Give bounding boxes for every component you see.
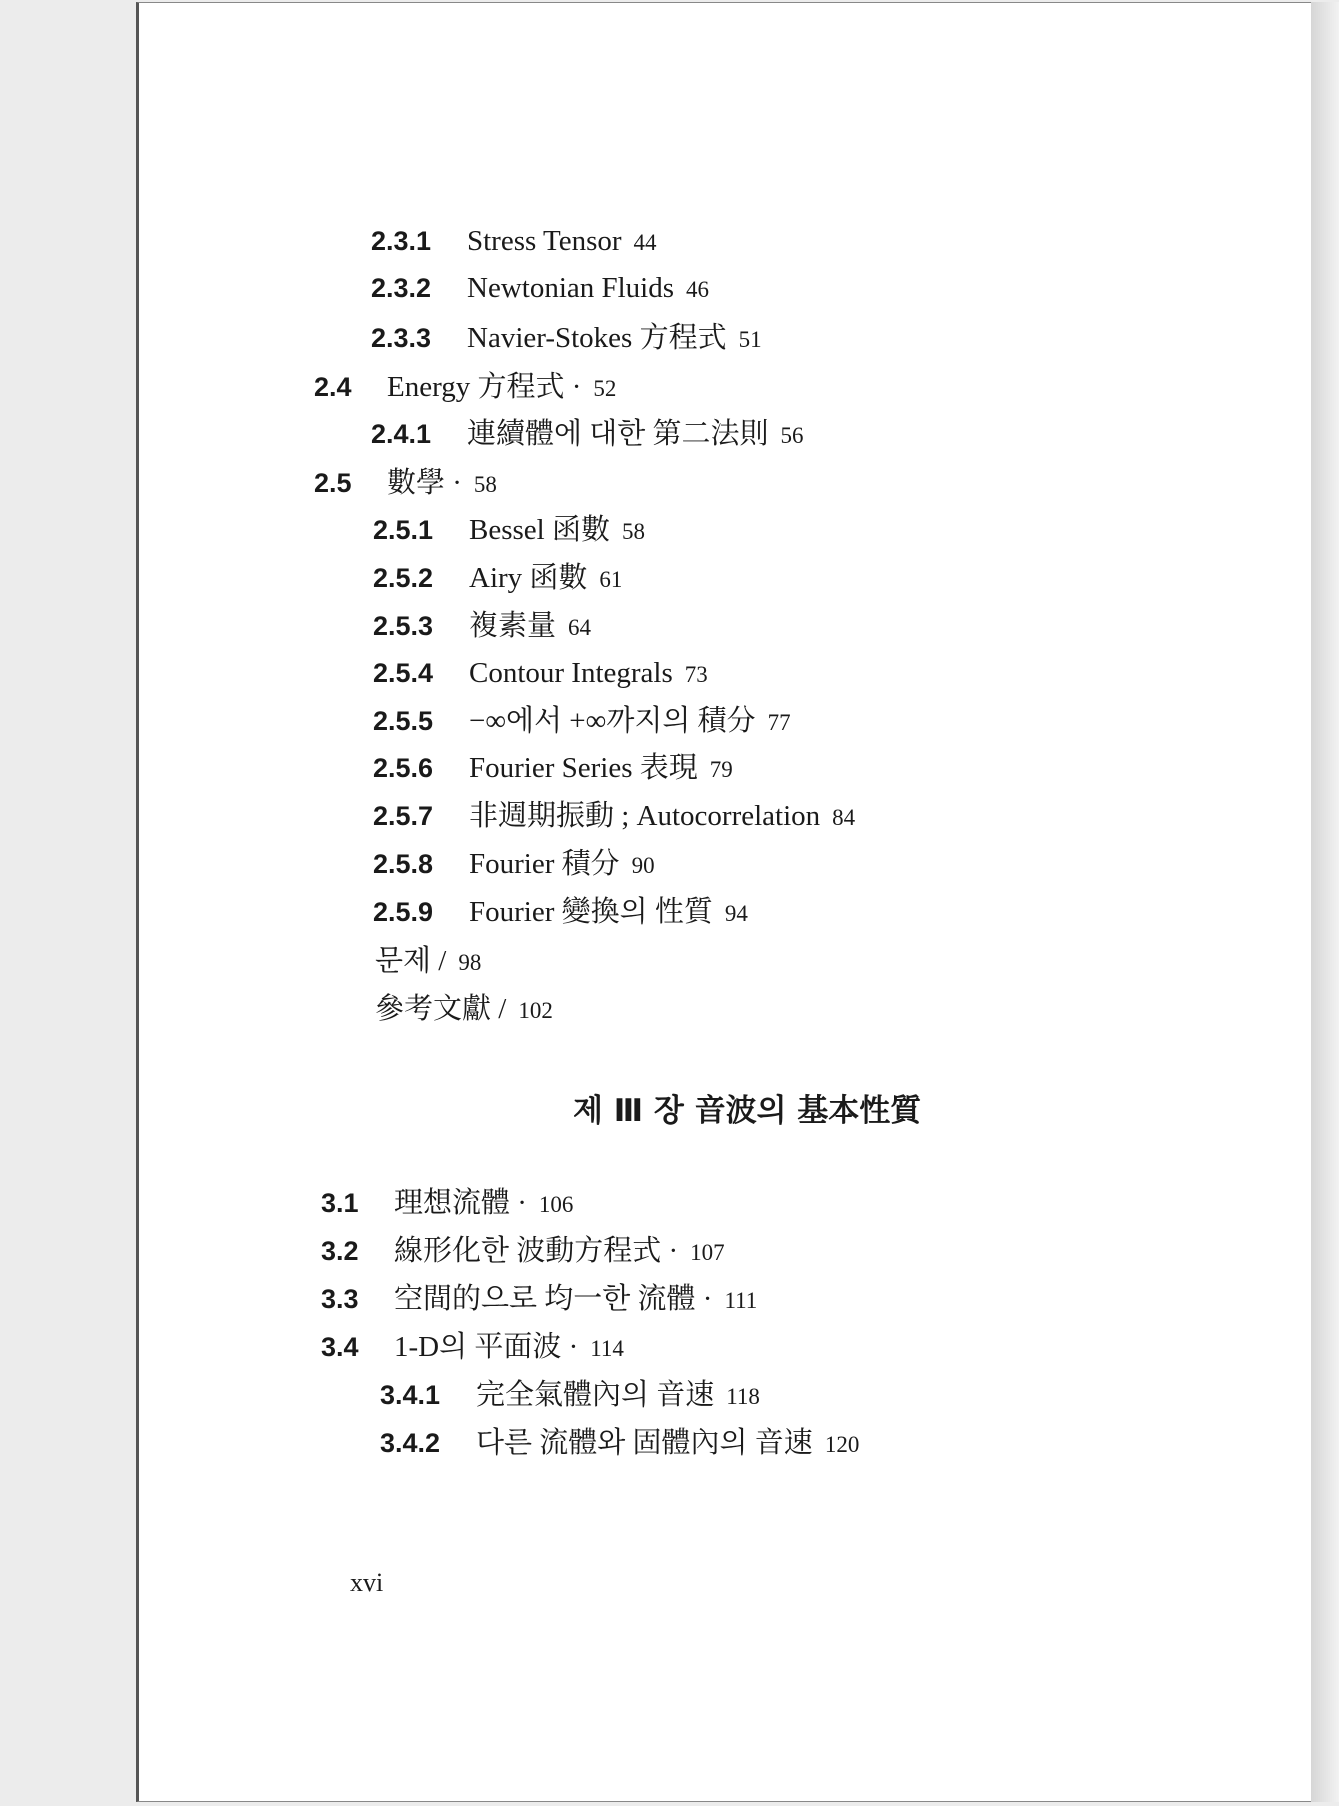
chapter-heading: 제 Ⅲ 장 音波의 基本性質 <box>573 1093 922 1129</box>
toc-title: 空間的으로 均一한 流體 · <box>394 1283 713 1315</box>
toc-page: 84 <box>832 805 856 830</box>
toc-entry-2-3-1 <box>371 223 657 261</box>
table-of-contents <box>139 3 1311 1801</box>
toc-number: 2.5.4 <box>373 658 434 688</box>
toc-page: 98 <box>458 950 482 975</box>
toc-number: 3.4.1 <box>380 1380 441 1410</box>
toc-page: 58 <box>621 519 645 544</box>
toc-entry-2-3-2 <box>371 270 709 308</box>
toc-title: 參考文獻 / <box>375 993 507 1025</box>
toc-number: 3.3 <box>321 1284 359 1314</box>
toc-number: 2.3.1 <box>371 226 432 256</box>
toc-number: 2.5.7 <box>373 801 434 831</box>
toc-number: 3.1 <box>321 1188 359 1218</box>
page-edge-shadow <box>1311 2 1339 1802</box>
document-page <box>136 2 1311 1802</box>
toc-title: 다른 流體와 固體內의 音速 <box>476 1427 813 1459</box>
toc-page: 73 <box>684 662 708 687</box>
toc-page: 106 <box>538 1192 574 1217</box>
toc-page: 58 <box>473 472 497 497</box>
toc-title: Fourier 積分 <box>469 848 620 880</box>
toc-number: 2.3.3 <box>371 323 432 353</box>
toc-title: 數學 · <box>387 467 462 499</box>
toc-entry-2-5-7 <box>373 798 855 836</box>
toc-entry-references <box>375 991 553 1029</box>
toc-page: 90 <box>631 853 655 878</box>
toc-entry-2-5-8 <box>373 846 655 884</box>
toc-page: 77 <box>767 710 791 735</box>
toc-page: 111 <box>724 1288 758 1313</box>
toc-title: 非週期振動 ; Autocorrelation <box>469 800 821 832</box>
toc-title: −∞에서 +∞까지의 積分 <box>469 705 756 737</box>
toc-number: 2.5.9 <box>373 897 434 927</box>
toc-entry-3-4 <box>321 1329 624 1367</box>
toc-entry-2-5-5 <box>373 703 791 741</box>
toc-number: 2.5.1 <box>373 515 434 545</box>
toc-number: 2.3.2 <box>371 273 432 303</box>
toc-entry-3-4-2 <box>380 1425 859 1463</box>
toc-number: 3.2 <box>321 1236 359 1266</box>
toc-number: 3.4.2 <box>380 1428 441 1458</box>
toc-page: 61 <box>599 567 623 592</box>
toc-number: 2.4 <box>314 372 352 402</box>
toc-page: 120 <box>824 1432 860 1457</box>
toc-title: 完全氣體內의 音速 <box>476 1379 715 1411</box>
toc-page: 44 <box>633 230 657 255</box>
toc-entry-2-5-6 <box>373 750 733 788</box>
toc-entry-2-4 <box>314 369 616 407</box>
toc-entry-2-5-1 <box>373 512 645 550</box>
toc-entry-2-5-9 <box>373 894 748 932</box>
toc-entry-3-4-1 <box>380 1377 760 1415</box>
toc-page: 56 <box>780 423 804 448</box>
toc-title: 複素量 <box>469 610 557 642</box>
toc-number: 2.5.6 <box>373 753 434 783</box>
toc-title: 理想流體 · <box>394 1187 527 1219</box>
toc-entry-2-5-4 <box>373 655 708 693</box>
toc-entry-2-5-2 <box>373 560 622 598</box>
toc-page: 102 <box>518 998 553 1023</box>
toc-entry-3-3 <box>321 1281 757 1319</box>
toc-entry-2-5-3 <box>373 608 591 646</box>
toc-entry-3-2 <box>321 1233 725 1271</box>
toc-title: 連續體에 대한 第二法則 <box>467 418 769 450</box>
toc-page: 46 <box>686 277 710 302</box>
toc-number: 2.5.8 <box>373 849 434 879</box>
toc-number: 2.5 <box>314 468 352 498</box>
toc-title: 문제 / <box>375 945 447 977</box>
toc-title: Fourier 變換의 性質 <box>469 896 713 928</box>
toc-entry-2-5 <box>314 465 497 503</box>
toc-number: 2.5.3 <box>373 611 434 641</box>
toc-title: Bessel 函數 <box>469 514 610 546</box>
toc-page: 118 <box>726 1384 760 1409</box>
toc-page: 107 <box>690 1240 725 1265</box>
toc-page: 52 <box>593 376 617 401</box>
toc-title: Fourier Series 表現 <box>469 752 698 784</box>
toc-page: 114 <box>590 1336 624 1361</box>
toc-title: Stress Tensor <box>467 225 622 257</box>
toc-page: 51 <box>738 327 762 352</box>
toc-title: Airy 函數 <box>469 562 588 594</box>
toc-title: Newtonian Fluids <box>467 272 675 304</box>
toc-title: Contour Integrals <box>469 657 673 689</box>
toc-entry-problems <box>375 943 481 981</box>
toc-page: 79 <box>709 757 733 782</box>
toc-number: 2.4.1 <box>371 419 432 449</box>
toc-page: 64 <box>568 615 592 640</box>
page-number: xvi <box>350 1568 384 1597</box>
toc-number: 2.5.2 <box>373 563 434 593</box>
toc-entry-2-3-3 <box>371 320 762 358</box>
toc-title: 1-D의 平面波 · <box>394 1331 579 1363</box>
toc-page: 94 <box>724 901 748 926</box>
toc-number: 2.5.5 <box>373 706 434 736</box>
toc-entry-2-4-1 <box>371 416 804 454</box>
toc-title: 線形化한 波動方程式 · <box>394 1235 679 1267</box>
toc-number: 3.4 <box>321 1332 359 1362</box>
toc-entry-3-1 <box>321 1185 573 1223</box>
toc-title: Navier-Stokes 方程式 <box>467 322 727 354</box>
toc-title: Energy 方程式 · <box>387 371 582 403</box>
